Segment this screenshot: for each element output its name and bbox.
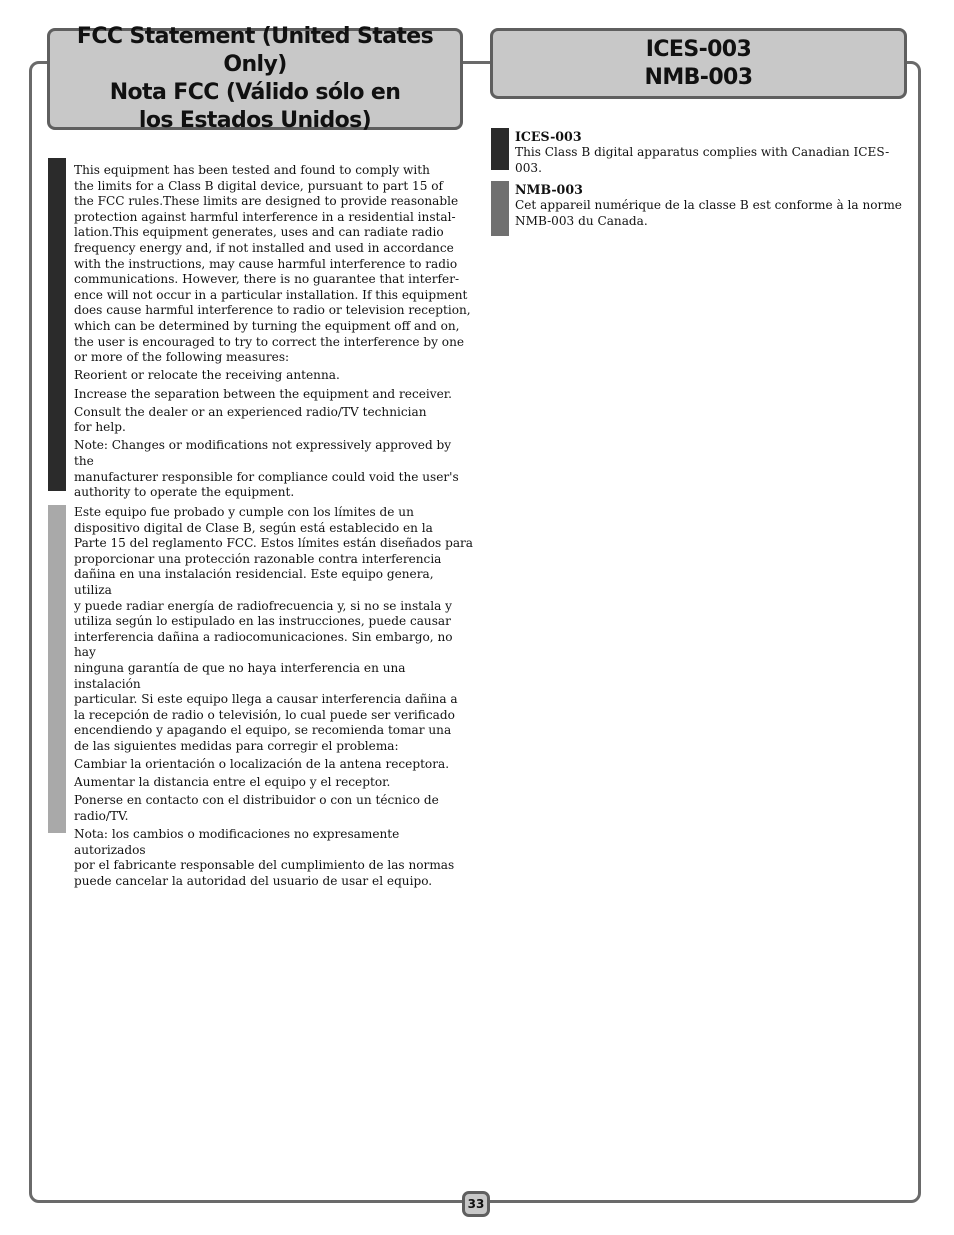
paragraph: Aumentar la distancia entre el equipo y el receptor. [74,775,391,790]
fcc-spanish-section [48,505,474,889]
fcc-title-text: FCC Statement (United States Only) Nota FCC (Válido sólo en los Estados Unidos) [76,24,434,133]
fcc-english-text [74,163,474,503]
ices-003-text-block [515,128,911,179]
paragraph: Reorient or relocate the receiving antenna. [74,368,340,383]
paragraph: This equipment has been tested and found to comply with the limits for a Class B digital device, pursuant to part 15 of the FCC rules.These limits are designed to provide reasonable protection against harmful interference in a residential instal- lation.This equipment generates, uses and can radiate radio frequency energy and, if not installed and used in accordance with the instructions, may cause harmful interference to radio communications. However, there is no guarantee that interfer- ence will not occur in a particular installation. If this equipment does cause harmful interference to radio or television reception, which can be determined by turning the equipment off and on, the user is encouraged to try to correct the interference by one or more of the following measures: [74,163,471,365]
ices-003-heading: ICES-003 [515,129,582,144]
ices-003-text: This Class B digital apparatus complies with Canadian ICES-003. [515,145,890,175]
page-number: 33 [462,1191,490,1217]
paragraph: Cambiar la orientación o localización de la antena receptora. [74,757,450,772]
section-marker-bar [491,181,509,236]
section-marker-bar [48,505,66,833]
nmb-003-heading: NMB-003 [515,182,583,197]
ices-title-text: ICES-003 NMB-003 [644,36,753,90]
ices-nmb-title [490,28,907,99]
paragraph: Note: Changes or modifications not expressively approved by the manufacturer responsible for compliance could void the user's authority to operate the equipment. [74,438,459,500]
paragraph: Este equipo fue probado y cumple con los límites de un dispositivo digital de Clase B, según está establecido en la Parte 15 del reglamento FCC. Estos límites están diseñados para proporcionar una protección razonable contra interferencia dañina en una instalación residencial. Este equipo genera, utiliza y puede radiar energía de radiofrecuencia y, si no se instala y utiliza según lo estipulado en las instrucciones, puede causar interferencia dañina a radiocomunicaciones. Sin embargo, no hay ninguna garantía de que no haya interferencia en una instalación particular. Si este equipo llega a causar interferencia dañina a la recepción de radio o televisión, lo cual puede ser verificado encendiendo y apagando el equipo, se recomienda tomar una de las siguientes medidas para corregir el problema: [74,505,474,753]
section-marker-bar [491,128,509,170]
nmb-003-text: Cet appareil numérique de la classe B est conforme à la norme NMB-003 du Canada. [515,198,902,228]
fcc-statement-title [47,24,463,133]
paragraph: Increase the separation between the equipment and receiver. [74,386,453,401]
paragraph: Nota: los cambios o modificaciones no expresamente autorizados por el fabricante responsable del cumplimiento de las normas puede cancelar la autoridad del usuario de usar el equipo. [74,827,455,889]
section-marker-bar [48,158,66,491]
fcc-spanish-text [74,505,474,892]
fcc-english-section [48,158,471,500]
ices-003-section [491,128,911,175]
paragraph: Ponerse en contacto con el distribuidor o con un técnico de radio/TV. [74,793,439,824]
nmb-003-section [491,181,911,236]
nmb-003-text-block [515,181,911,232]
paragraph: Consult the dealer or an experienced radio/TV technician for help. [74,404,427,435]
